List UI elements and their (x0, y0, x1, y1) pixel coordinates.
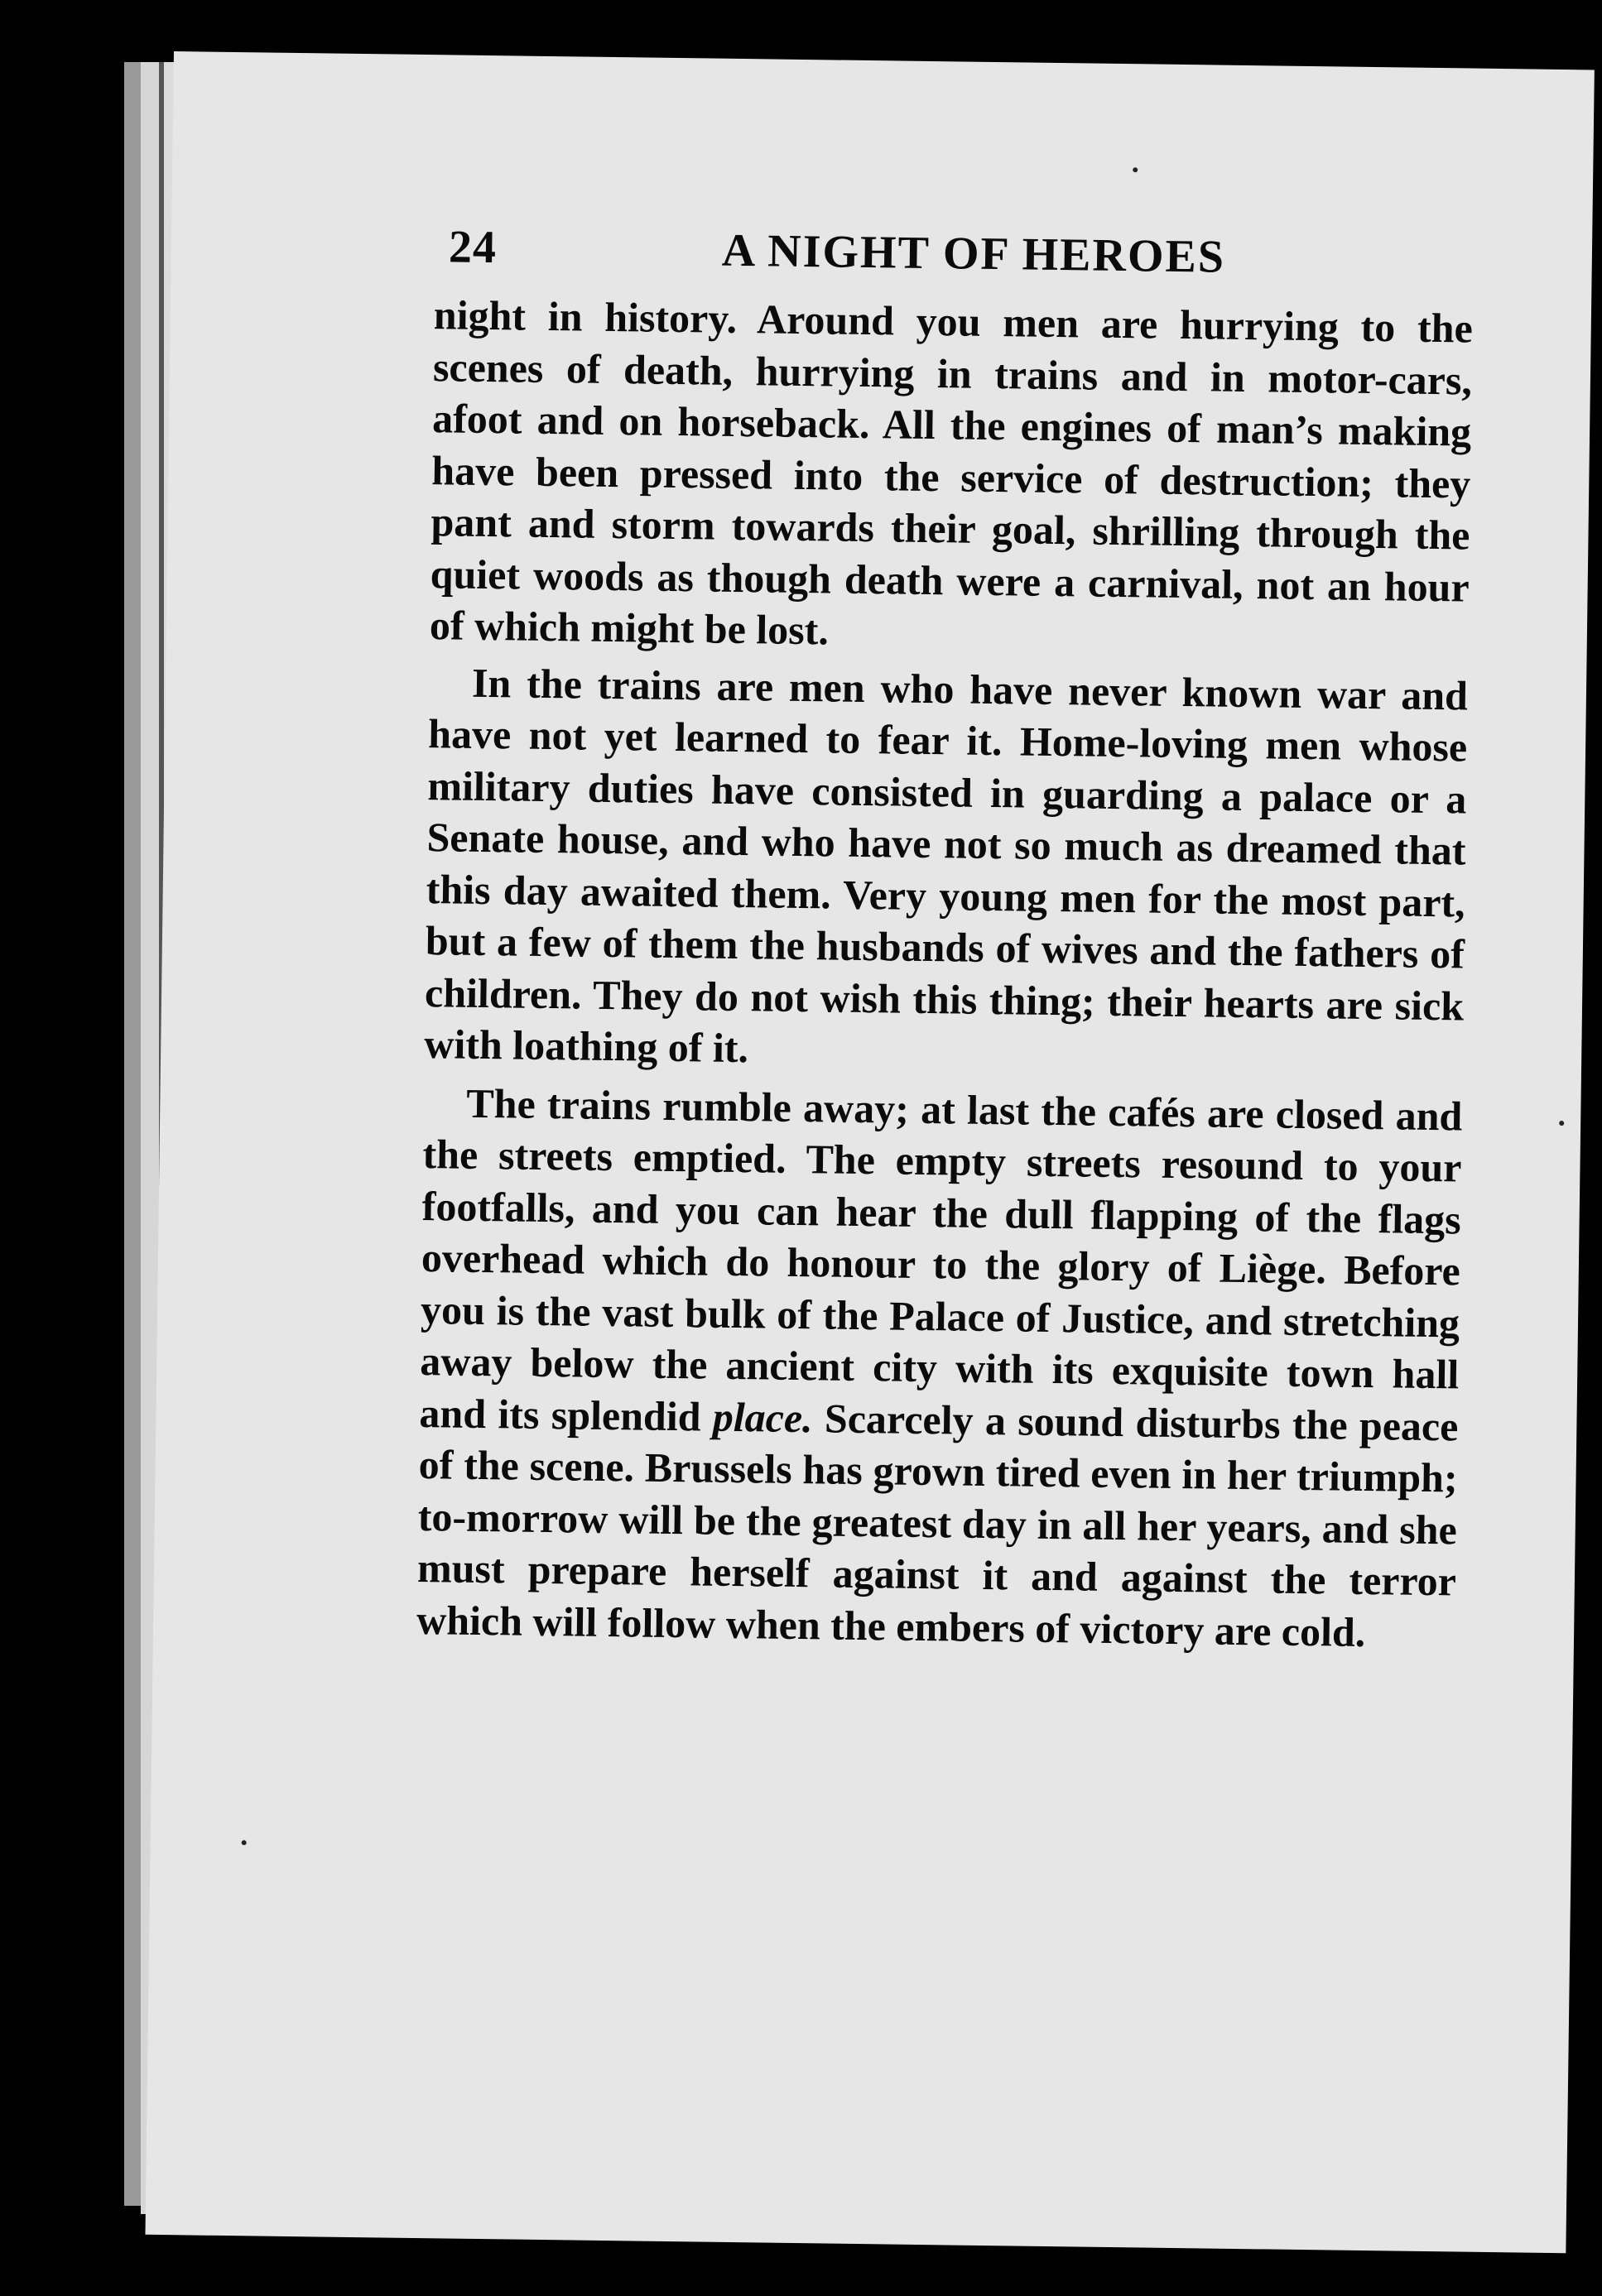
paragraph-3-text-before: The trains rumble away; at last the cafés are closed and the streets emptied. The empty streets resound to your footfalls, and you can hear the dull flapping of the flags overhead which do honour to the glory of Liège. Before you is the vast bulk of the Palace of Justice, and stretching away below the ancient city with its exquisite town hall and its splendid (419, 1079, 1463, 1440)
page-edge (124, 62, 141, 2206)
page-header (448, 220, 1470, 300)
paragraph-2: In the trains are men who have never known war and have not yet learned to fear it. Home-loving men whose military duties have consisted in guarding a palace or a Senate house, and who have not so much as dreamed that this day awaited them. Very young men for the most part, but a few of them the husbands of wives and the fathers of children. They do not wish this thing; their hearts are sick with loathing of it. (423, 659, 1469, 1072)
speck-mark (1559, 1121, 1564, 1126)
italic-word-place: place. (712, 1393, 814, 1441)
book-page (145, 51, 1594, 2253)
running-title: A NIGHT OF HEROES (721, 224, 1226, 283)
speck-mark (242, 1840, 247, 1845)
paragraph-3 (416, 1077, 1463, 1660)
paragraph-3-text-after: Scarcely a sound disturbs the peace of the scene. Brussels has grown tired even in her triumph; to-morrow will be the greatest day in all her years, and she must prepare herself against it and against the terror which will follow when the embers of victory are cold. (416, 1394, 1459, 1655)
page-number: 24 (448, 221, 498, 274)
body-text (416, 289, 1473, 1664)
speck-mark (1133, 167, 1138, 172)
paragraph-1: night in history. Around you men are hurrying to the scenes of death, hurrying in trains and in motor-cars, afoot and on horseback. All the engines of man’s making have been pressed into the service of destruction; they pant and storm towards their goal, shrilling through the quiet woods as though death were a carnival, not an hour of which might be lost. (429, 291, 1474, 654)
